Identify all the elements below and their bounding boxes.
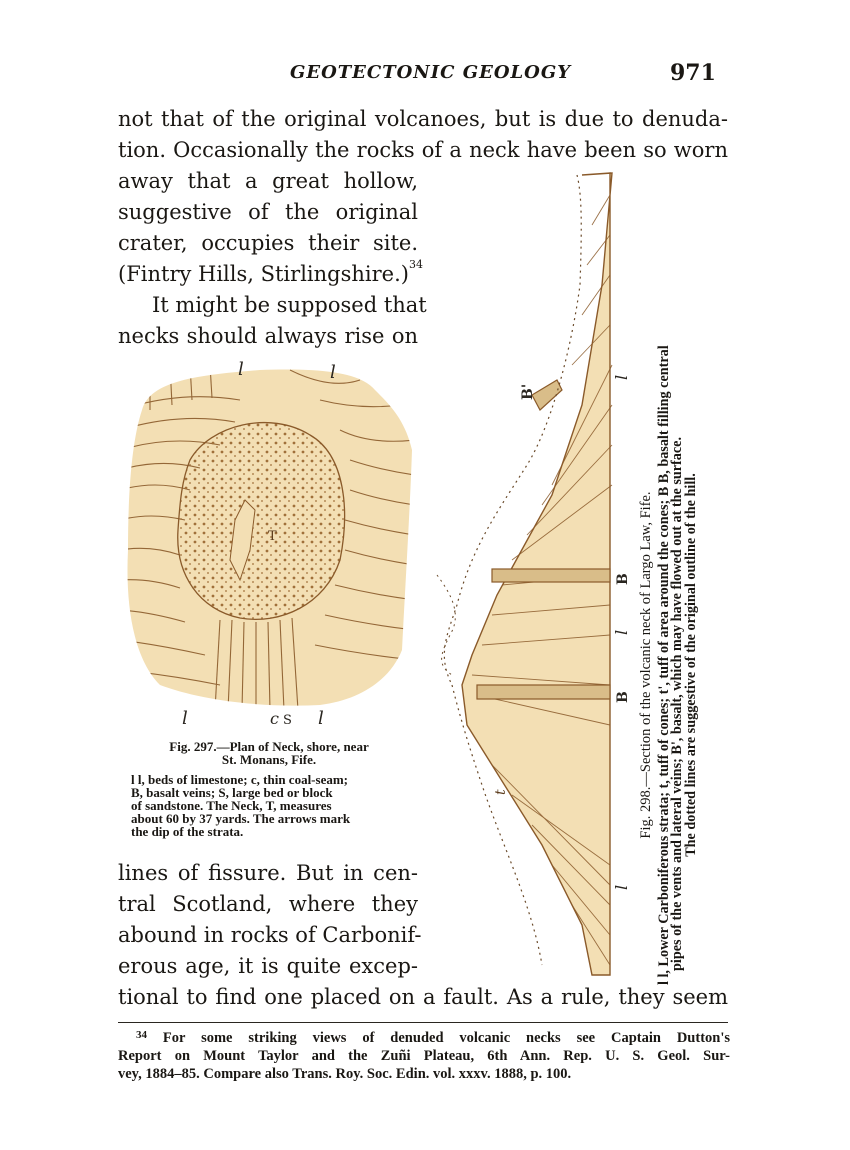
fig297-label-s: S <box>283 713 292 728</box>
fig298-label-l-bottom: l <box>612 884 631 890</box>
footnote-line: $^{34}$ For some striking views of denuded volcanic necks see Captain Dutton's <box>136 1029 731 1046</box>
body-text-lower <box>118 858 422 982</box>
text-line: (Fintry Hills, Stirlingshire.)$^{34}$ <box>118 258 423 286</box>
fig297-caption-title: Fig. 297.—Plan of Neck, shore, near St. Monans, Fife. <box>169 739 369 767</box>
fig298-label-t-lower: t <box>493 789 509 795</box>
fig298-basalt-pipe-upper <box>492 569 610 582</box>
fig298-caption-line: The dotted lines are suggestive of the original outline of the hill. <box>682 473 699 857</box>
footnote <box>118 1029 730 1083</box>
text-line: not that of the original volcanoes, but is due to denuda- <box>118 107 728 131</box>
fig297-label-l-bottom-right: l <box>318 708 324 729</box>
fig298-label-b-lower: B <box>615 691 631 703</box>
fig298-label-l-mid: l <box>612 629 631 635</box>
fig298-label-b-prime: B' <box>520 383 536 400</box>
text-line: lines of fissure. But in cen- <box>118 861 418 885</box>
text-line: tral Scotland, where they <box>118 892 418 916</box>
text-line: crater, occupies their site. <box>118 231 418 255</box>
fig298-illustration <box>432 165 632 985</box>
text-line: tional to find one placed on a fault. As a rule, they seem <box>118 985 728 1009</box>
text-line: abound in rocks of Carbonif- <box>118 923 422 947</box>
text-line: suggestive of the original <box>118 200 418 224</box>
text-line: necks should always rise on <box>118 324 418 348</box>
footnote-ref: 34 <box>408 258 423 271</box>
body-text-narrow <box>118 166 427 352</box>
fig298-caption-title: Fig. 298.—Section of the volcanic neck of Largo Law, Fife. <box>638 491 654 839</box>
footnote-rule <box>118 1022 728 1023</box>
fig298-basalt-pipe-lower <box>477 685 610 699</box>
body-text-last <box>118 982 728 1013</box>
fig297-label-l-top-left: l <box>238 359 244 380</box>
text-line: erous age, it is quite excep- <box>118 954 418 978</box>
running-header: GEOTECTONIC GEOLOGY <box>290 62 572 83</box>
fig297-illustration <box>120 350 415 730</box>
page-number: 971 <box>670 60 716 86</box>
fig297-label-c: c <box>270 709 279 728</box>
fig298-caption-line: pipes of the vents and lateral veins; B', basalt, which may have flowed out at the surface. <box>669 437 685 971</box>
text-line: It might be supposed that <box>152 293 427 317</box>
fig297-label-l-top-right: l <box>330 362 336 383</box>
fig297-caption-body: l l, beds of limestone; c, thin coal-seam; B, basalt veins; S, large bed or block of sandstone. The Neck, T, measures about 60 by 37 yards. The arrows mark the dip of the strata. <box>131 772 351 839</box>
body-text-top <box>118 104 728 166</box>
footnote-number: 34 <box>136 1029 147 1041</box>
fig298-label-l-upper: l <box>612 374 631 380</box>
text-line: tion. Occasionally the rocks of a neck have been so worn <box>118 138 728 162</box>
footnote-line: vey, 1884–85. Compare also Trans. Roy. Soc. Edin. vol. xxxv. 1888, p. 100. <box>118 1066 572 1082</box>
footnote-line: Report on Mount Taylor and the Zuñi Plateau, 6th Ann. Rep. U. S. Geol. Sur- <box>118 1048 730 1064</box>
text-line: away that a great hollow, <box>118 169 418 193</box>
fig298-label-b-upper: B <box>615 573 631 585</box>
fig297-label-l-bottom-left: l <box>182 708 188 729</box>
fig297-label-t: T <box>268 529 277 544</box>
fig298-caption-line: l l, Lower Carboniferous strata; t, tuff of cones; t', tuff of area around the cones; B B, basalt filling central <box>655 345 672 985</box>
